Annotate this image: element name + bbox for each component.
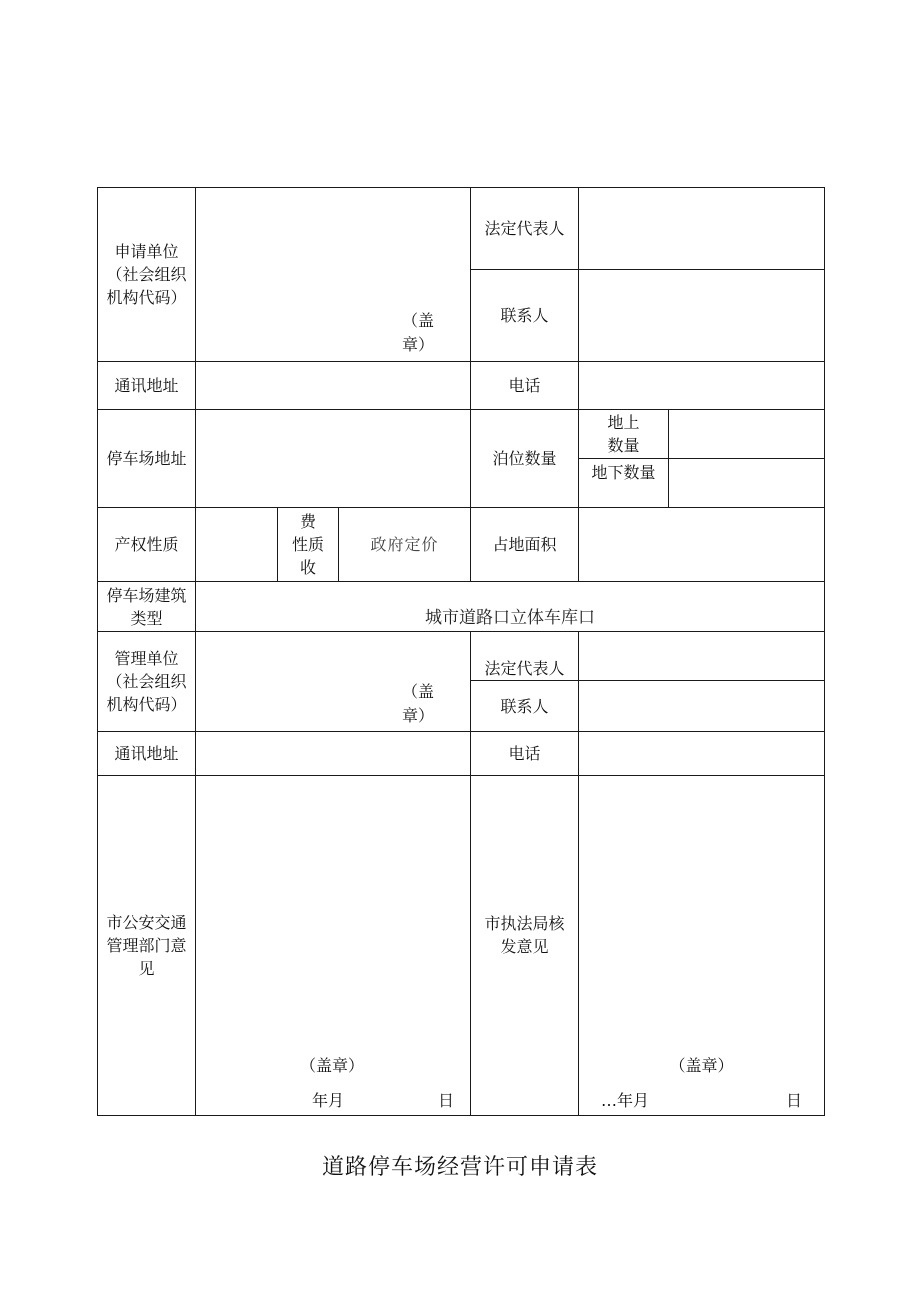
fee-label-line3: 收 xyxy=(299,558,316,577)
police-opinion-label xyxy=(98,776,196,1116)
police-date xyxy=(196,1089,470,1111)
manager-unit-field[interactable] xyxy=(196,632,471,732)
applicant-seal-line2: 章） xyxy=(402,335,435,354)
building-type-label xyxy=(98,582,196,632)
fee-nature-value[interactable]: 政府定价 xyxy=(339,508,471,582)
fee-label-line1: 费 xyxy=(299,512,316,531)
permit-application-table xyxy=(97,187,825,1116)
building-type-value[interactable]: 城市道路口立体车库口 xyxy=(196,582,825,632)
phone-field-1[interactable] xyxy=(579,362,825,410)
enforcement-day: 日 xyxy=(786,1091,803,1110)
police-opinion-field[interactable] xyxy=(196,776,471,1116)
applicant-label-line3: 机构代码） xyxy=(106,288,187,307)
police-label-line2: 管理部门意 xyxy=(106,936,187,955)
underground-field[interactable] xyxy=(669,459,825,508)
above-ground-label-line2: 数量 xyxy=(607,436,640,455)
phone-label-2: 电话 xyxy=(471,732,579,776)
phone-field-2[interactable] xyxy=(579,732,825,776)
applicant-legal-rep-field[interactable] xyxy=(579,188,825,270)
enforcement-seal: （盖章） xyxy=(669,1056,734,1075)
building-type-label-line1: 停车场建筑 xyxy=(106,585,187,605)
parking-address-label: 停车场地址 xyxy=(98,410,196,508)
underground-label: 地下数量 xyxy=(579,459,669,508)
applicant-unit-label xyxy=(98,188,196,362)
manager-unit-label xyxy=(98,632,196,732)
manager-label-line2: （社会组织 xyxy=(106,672,187,691)
enforcement-opinion-field[interactable] xyxy=(579,776,825,1116)
fee-nature-label xyxy=(278,508,339,582)
land-area-field[interactable] xyxy=(579,508,825,582)
manager-contact-field[interactable] xyxy=(579,681,825,732)
address-field-2[interactable] xyxy=(196,732,471,776)
property-nature-field[interactable] xyxy=(196,508,278,582)
address-field-1[interactable] xyxy=(196,362,471,410)
enforcement-year-month: …年月 xyxy=(601,1091,650,1110)
police-day: 日 xyxy=(438,1091,455,1110)
applicant-label-line2: （社会组织 xyxy=(106,265,187,284)
applicant-unit-field[interactable] xyxy=(196,188,471,362)
address-label-2: 通讯地址 xyxy=(98,732,196,776)
above-ground-label-line1: 地上 xyxy=(607,413,640,432)
enforcement-date xyxy=(579,1089,824,1111)
above-ground-field[interactable] xyxy=(669,410,825,459)
enforcement-opinion-label xyxy=(471,776,579,1116)
parking-address-field[interactable] xyxy=(196,410,471,508)
applicant-seal xyxy=(402,309,434,357)
police-seal: （盖章） xyxy=(300,1056,365,1075)
manager-seal xyxy=(402,680,434,728)
applicant-contact-field[interactable] xyxy=(579,270,825,362)
applicant-contact-label: 联系人 xyxy=(471,270,579,362)
enforcement-label-line2: 发意见 xyxy=(500,936,549,956)
above-ground-label xyxy=(579,410,669,459)
document-title: 道路停车场经营许可申请表 xyxy=(321,1155,598,1180)
manager-seal-line1: （盖 xyxy=(402,682,435,701)
manager-label-line1: 管理单位 xyxy=(114,649,179,668)
applicant-seal-line1: （盖 xyxy=(402,311,435,330)
land-area-label: 占地面积 xyxy=(471,508,579,582)
address-label-1: 通讯地址 xyxy=(98,362,196,410)
berth-count-label: 泊位数量 xyxy=(471,410,579,508)
manager-seal-line2: 章） xyxy=(402,706,435,725)
police-label-line3: 见 xyxy=(138,959,155,978)
phone-label-1: 电话 xyxy=(471,362,579,410)
enforcement-label-line1: 市执法局核 xyxy=(484,913,565,933)
fee-label-line2: 性质 xyxy=(291,535,324,554)
police-label-line1: 市公安交通 xyxy=(106,913,187,932)
manager-legal-rep-label: 法定代表人 xyxy=(471,632,579,681)
manager-contact-label: 联系人 xyxy=(471,681,579,732)
property-nature-label: 产权性质 xyxy=(98,508,196,582)
applicant-legal-rep-label: 法定代表人 xyxy=(471,188,579,270)
police-year-month: 年月 xyxy=(312,1091,345,1110)
manager-legal-rep-field[interactable] xyxy=(579,632,825,681)
applicant-label-line1: 申请单位 xyxy=(114,242,179,261)
building-type-label-line2: 类型 xyxy=(130,608,163,628)
manager-label-line3: 机构代码） xyxy=(106,695,187,714)
